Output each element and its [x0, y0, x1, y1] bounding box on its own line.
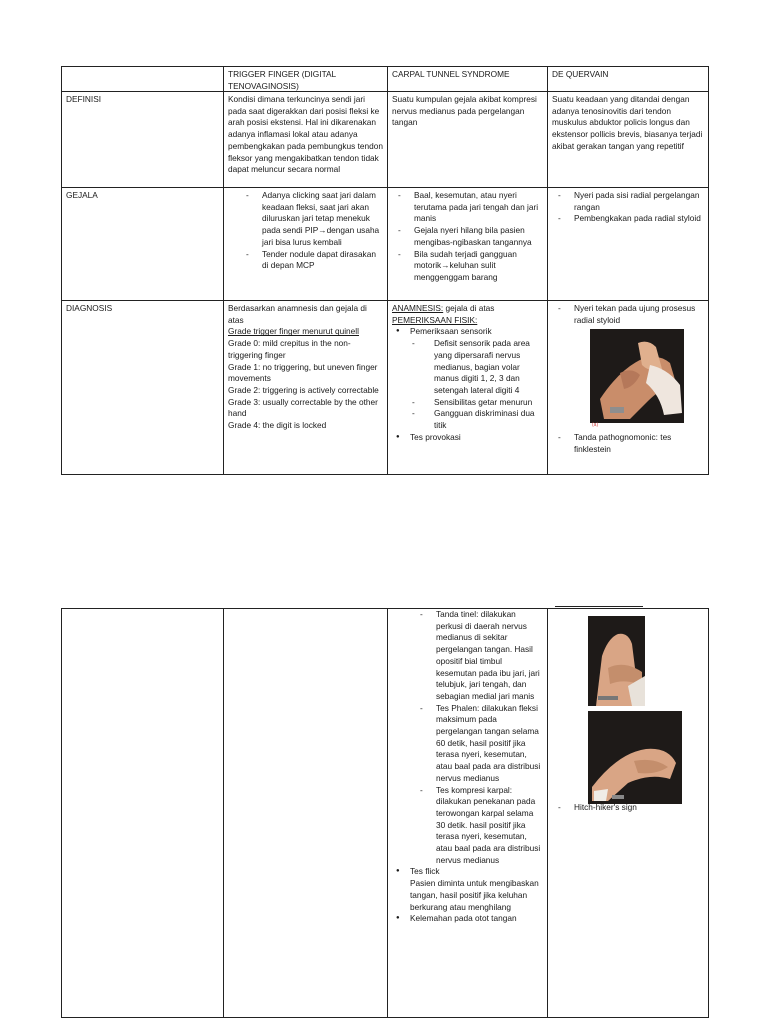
list-item: - Tes Phalen: dilakukan fleksi maksimum pada pergelangan tangan selama 60 detik, hasil positif jika terasa nyeri, kesemutan, atau baal pada ara distribusi nervus medianus: [414, 703, 543, 785]
list-item: - Pembengkakan pada radial styloid: [552, 213, 704, 225]
header-empty-cell: [62, 67, 223, 91]
list-item: ● Kelemahan pada otot tangan: [392, 913, 543, 925]
gejala-dequervain: [547, 188, 708, 301]
list-item: - Adanya clicking saat jari dalam keadaan fleksi, saat jari akan diluruskan jari tetap menekuk pada sendi PIP→dengan usaha jari bisa lurus kembali: [240, 190, 383, 249]
gejala-row: [62, 187, 708, 301]
gejala-carpal: [387, 188, 547, 301]
list-item: - Nyeri pada sisi radial pergelangan rangan: [552, 190, 704, 213]
continuation-label-cell: [62, 609, 223, 1017]
anamnesis-text: gejala di atas: [443, 303, 495, 313]
list-item: - Tanda tinel: dilakukan perkusi di daerah nervus medianus di sekitar pergelangan tangan. Hasil opositif bial timbul kesemutan pada ibu jari, jari telubjuk, jari tengah, dan sebagian medial jari manis: [414, 609, 543, 703]
continuation-dequervain-cell: [547, 609, 708, 1017]
list-item: ● Tes provokasi: [392, 432, 545, 444]
comparison-table-1: [61, 66, 709, 475]
diagnosis-carpal: [387, 301, 547, 475]
definisi-trigger: Kondisi dimana terkuncinya sendi jari pada saat digerakkan dari posisi fleksi ke arah posisi ekstensi. Hal ini dikarenakan adanya inflamasi lokal atau adanya pembengkakan pada pembungkus tendon fleksor yang mengakibatkan tendon tidak dapat meluncur secara normal: [223, 92, 387, 188]
flick-text: Pasien diminta untuk mengibaskan tangan, hasil positif jika keluhan berkurang atau menghilang: [410, 878, 539, 912]
list-item: - Baal, kesemutan, atau nyeri terutama pada jari tengah dan jari manis: [392, 190, 543, 225]
anamnesis-label: ANAMNESIS:: [392, 303, 444, 313]
comparison-table-2: [61, 608, 709, 1018]
top-crop-line: [555, 606, 643, 607]
diagnosis-dequervain: [547, 301, 708, 475]
header-de-quervain: DE QUERVAIN: [547, 67, 708, 91]
definisi-carpal: Suatu kumpulan gejala akibat kompresi nervus medianus pada pergelangan tangan: [387, 92, 547, 188]
grade-item: Grade 2: triggering is actively correctable: [228, 384, 379, 395]
pemeriksaan-fisik-label: PEMERIKSAAN FISIK:: [392, 314, 478, 325]
definisi-label: DEFINISI: [66, 94, 102, 104]
sensorik-label: Pemeriksaan sensorik: [410, 326, 492, 337]
header-carpal-tunnel: CARPAL TUNNEL SYNDROME: [387, 67, 547, 91]
definisi-row: [62, 91, 708, 188]
gejala-label: GEJALA: [66, 190, 98, 200]
grade-item: Grade 1: no triggering, but uneven finger movements: [228, 361, 378, 384]
continuation-row: [62, 609, 708, 1017]
grade-item: Grade 4: the digit is locked: [228, 420, 327, 431]
header-trigger-finger: TRIGGER FINGER (DIGITAL TENOVAGINOSIS): [223, 67, 387, 91]
diagnosis-trigger: [223, 301, 387, 475]
list-item: - Tanda pathognomonic: tes finklestein: [552, 432, 704, 455]
continuation-trigger-cell: [223, 609, 387, 1017]
gejala-trigger: [223, 188, 387, 301]
list-item: [392, 326, 545, 431]
finkelstein-test-photo: [590, 329, 684, 423]
list-item: - Tes kompresi karpal: dilakukan penekanan pada terowongan karpal selama 30 detik. hasil positif jika terasa nyeri, kesemutan, atau baal pada ara distribusi nervus medianus: [414, 785, 543, 867]
table-header-row: [62, 67, 708, 91]
hand-photo-bottom: [588, 711, 682, 804]
definisi-dequervain: Suatu keadaan yang ditandai dengan adanya tenosinovitis dari tendon muskulus abduktor policis longus dan ekstensor pollicis brevis, biasanya terjadi akibat gerakan tangan yang repetitif: [547, 92, 708, 188]
grade-title: Grade trigger finger menurut quinell: [228, 326, 359, 337]
list-item: - Bila sudah terjadi gangguan motorik→keluhan sulit menggenggam barang: [392, 249, 543, 284]
diagnosis-intro: Berdasarkan anamnesis dan gejala di atas: [228, 303, 367, 325]
list-item: - Sensibilitas getar menurun: [392, 397, 545, 409]
list-item: - Tender nodule dapat dirasakan di depan MCP: [240, 249, 383, 272]
list-item: - Gejala nyeri hilang bila pasien mengibas-ngibaskan tangannya: [392, 225, 543, 248]
grade-item: Grade 0: mild crepitus in the non-triggering finger: [228, 338, 351, 360]
list-item: - Hitch-hiker's sign: [552, 802, 704, 814]
list-item: - Nyeri tekan pada ujung prosesus radial styloid: [552, 303, 704, 326]
list-item: - Gangguan diskriminasi dua titik: [392, 408, 545, 431]
list-item: [392, 866, 543, 913]
photo-caption: (a): [592, 422, 599, 428]
diagnosis-row: [62, 300, 708, 475]
flick-title: ● Tes flick: [410, 866, 440, 877]
grade-item: Grade 3: usually correctable by the other hand: [228, 396, 378, 419]
continuation-carpal-cell: [387, 609, 547, 1017]
hand-photo-top: [588, 616, 645, 706]
diagnosis-label: DIAGNOSIS: [66, 303, 113, 313]
list-item: - Defisit sensorik pada area yang dipersarafi nervus medianus, bagian volar manus digiti 1, 2, 3 dan setengah lateral digiti 4: [392, 338, 545, 397]
anamnesis-line: [392, 303, 545, 315]
